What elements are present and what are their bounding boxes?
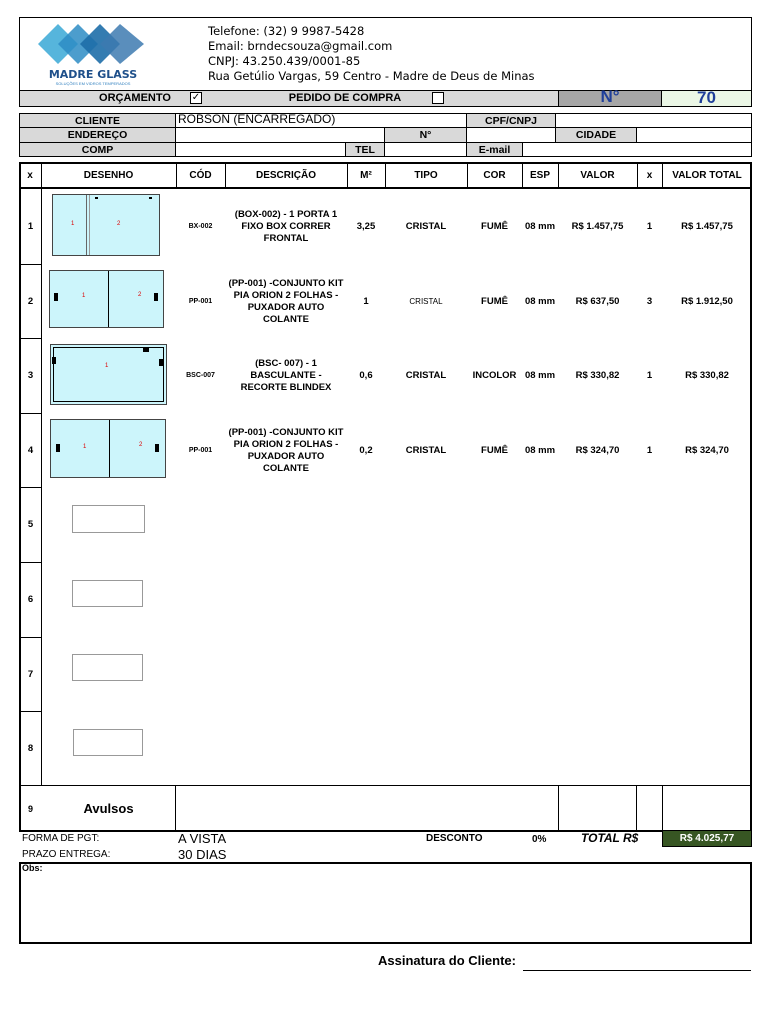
cell-tipo: CRISTAL: [405, 221, 447, 232]
header-col-m2: M²: [360, 169, 372, 181]
row-number: 3: [27, 370, 34, 381]
panel-number: 1: [71, 221, 75, 227]
cell-m2: 0,2: [359, 445, 373, 456]
cell-total: R$ 1.457,75: [681, 221, 733, 232]
cell-esp: 08 mm: [524, 296, 556, 307]
cell-tipo: CRISTAL: [405, 445, 447, 456]
handle-icon: [149, 197, 152, 199]
orcamento-checkbox[interactable]: ✓: [191, 92, 201, 103]
cell-cod: BSC-007: [186, 372, 215, 379]
glass-frame: [53, 347, 164, 402]
pedido-checkbox[interactable]: [432, 92, 444, 104]
panel-number: 1: [83, 444, 87, 450]
panel-number: 1: [82, 293, 86, 299]
header-col-esp: ESP: [529, 169, 550, 181]
row-number: 8: [27, 743, 34, 754]
handle-icon: [154, 293, 158, 301]
header-col-desenho: DESENHO: [83, 169, 134, 181]
cell-total: R$ 324,70: [685, 445, 729, 456]
signature-line[interactable]: [523, 970, 751, 971]
handle-icon: [155, 444, 159, 452]
company-phone: Telefone: (32) 9 9987-5428: [208, 24, 365, 38]
panel-divider: [109, 420, 110, 477]
panel-divider: [108, 271, 109, 327]
panel-number: 2: [138, 292, 142, 298]
cell-total: R$ 330,82: [685, 370, 729, 381]
row-number: 5: [27, 519, 34, 530]
cell-valor: R$ 637,50: [575, 296, 620, 307]
numero-label: N°: [600, 87, 620, 106]
drawing-basculante: [50, 344, 167, 405]
logo-tagline: SOLUÇÕES EM VIDROS TEMPERADOS: [55, 81, 131, 86]
drawing-placeholder[interactable]: [72, 580, 143, 607]
cell-desc: (BSC- 007) - 1 BASCULANTE - RECORTE BLINDEX: [240, 357, 332, 393]
cell-esp: 08 mm: [524, 445, 556, 456]
orcamento-label: ORÇAMENTO: [99, 92, 171, 104]
numero-value: 70: [697, 88, 716, 107]
cell-cor: FUMÊ: [481, 296, 508, 307]
obs-label: Obs:: [22, 863, 43, 873]
endereco-label: ENDEREÇO: [20, 128, 175, 142]
handle-icon: [159, 359, 163, 366]
cell-tipo: CRISTAL: [405, 370, 447, 381]
cell-qtd: 3: [646, 296, 653, 307]
header-col-qtd: x: [646, 169, 653, 181]
row-number: 7: [27, 669, 34, 680]
comp-label: COMP: [20, 143, 175, 156]
total-value: R$ 4.025,77: [662, 830, 752, 847]
obs-box[interactable]: [19, 862, 752, 944]
total-label: TOTAL R$: [581, 831, 639, 845]
drawing-placeholder[interactable]: [72, 654, 143, 681]
panel-divider: [89, 195, 90, 255]
panel-divider: [86, 195, 87, 255]
drawing-box-correr: [52, 194, 160, 256]
handle-icon: [52, 357, 56, 364]
row-number: 6: [27, 594, 34, 605]
cell-desc: (PP-001) -CONJUNTO KIT PIA ORION 2 FOLHAS - PUXADOR AUTO COLANTE: [228, 426, 344, 474]
cell-m2: 1: [363, 296, 369, 307]
company-logo: [28, 20, 158, 88]
drawing-placeholder[interactable]: [73, 729, 143, 756]
pedido-label: PEDIDO DE COMPRA: [288, 92, 402, 104]
drawing-kit-pia-1: [49, 270, 164, 328]
assinatura-label: Assinatura do Cliente:: [378, 953, 516, 968]
header-col-tipo: TIPO: [414, 169, 438, 181]
cell-m2: 3,25: [356, 221, 376, 232]
handle-icon: [56, 444, 60, 452]
row-number: 2: [27, 296, 34, 307]
forma-pgt-value: A VISTA: [178, 831, 227, 846]
cell-desc: (BOX-002) - 1 PORTA 1 FIXO BOX CORRER FRONTAL: [234, 208, 338, 244]
panel-number: 2: [117, 221, 121, 227]
header-col-cor: COR: [483, 169, 506, 181]
header-col-x: x: [27, 169, 33, 181]
cell-cor: FUMÊ: [481, 221, 508, 232]
endereco-numero-label: N°: [385, 128, 466, 142]
cell-cod: PP-001: [188, 298, 213, 305]
tel-label: TEL: [346, 143, 384, 156]
cell-cod: PP-001: [188, 447, 213, 454]
cell-esp: 08 mm: [524, 221, 556, 232]
email-label: E-mail: [467, 143, 522, 156]
cpf-label: CPF/CNPJ: [467, 114, 555, 127]
company-cnpj: CNPJ: 43.250.439/0001-85: [208, 54, 361, 68]
desconto-value: 0%: [532, 834, 547, 845]
cell-qtd: 1: [646, 221, 653, 232]
cell-tipo: CRISTAL: [409, 297, 443, 306]
cell-qtd: 1: [646, 445, 653, 456]
row-number: 1: [27, 221, 34, 232]
cliente-label: CLIENTE: [20, 114, 175, 127]
prazo-value: 30 DIAS: [178, 847, 227, 862]
cell-m2: 0,6: [359, 370, 373, 381]
cliente-value[interactable]: ROBSON (ENCARREGADO): [178, 112, 336, 126]
header-col-descricao: DESCRIÇÃO: [255, 169, 316, 181]
company-address: Rua Getúlio Vargas, 59 Centro - Madre de Deus de Minas: [208, 69, 535, 83]
drawing-placeholder[interactable]: [72, 505, 145, 533]
cell-esp: 08 mm: [524, 370, 556, 381]
header-col-total: VALOR TOTAL: [672, 169, 742, 181]
handle-icon: [95, 197, 98, 199]
prazo-label: PRAZO ENTREGA:: [22, 849, 111, 860]
cell-cod: BX-002: [188, 223, 213, 230]
header-col-cod: CÓD: [189, 169, 212, 181]
company-email: Email: brndecsouza@gmail.com: [208, 39, 393, 53]
handle-icon: [143, 347, 149, 352]
desconto-label: DESCONTO: [426, 833, 483, 844]
cell-valor: R$ 330,82: [575, 370, 620, 381]
cell-cor: INCOLOR: [472, 370, 517, 381]
avulsos-label: Avulsos: [83, 801, 134, 816]
logo-name: MADRE GLASS: [48, 68, 138, 81]
row-number: 4: [27, 445, 34, 456]
header-col-valor: VALOR: [580, 169, 615, 181]
cell-cor: FUMÊ: [481, 445, 508, 456]
panel-number: 1: [105, 363, 109, 369]
cidade-label: CIDADE: [556, 128, 636, 142]
forma-pgt-label: FORMA DE PGT:: [22, 833, 100, 844]
drawing-kit-pia-2: [50, 419, 166, 478]
handle-icon: [54, 293, 58, 301]
panel-number: 2: [139, 442, 143, 448]
cell-qtd: 1: [646, 370, 653, 381]
avulsos-number: 9: [27, 803, 33, 814]
cell-valor: R$ 1.457,75: [571, 221, 624, 232]
cell-total: R$ 1.912,50: [681, 296, 733, 307]
cell-valor: R$ 324,70: [575, 445, 620, 456]
cell-desc: (PP-001) -CONJUNTO KIT PIA ORION 2 FOLHAS - PUXADOR AUTO COLANTE: [228, 277, 344, 325]
